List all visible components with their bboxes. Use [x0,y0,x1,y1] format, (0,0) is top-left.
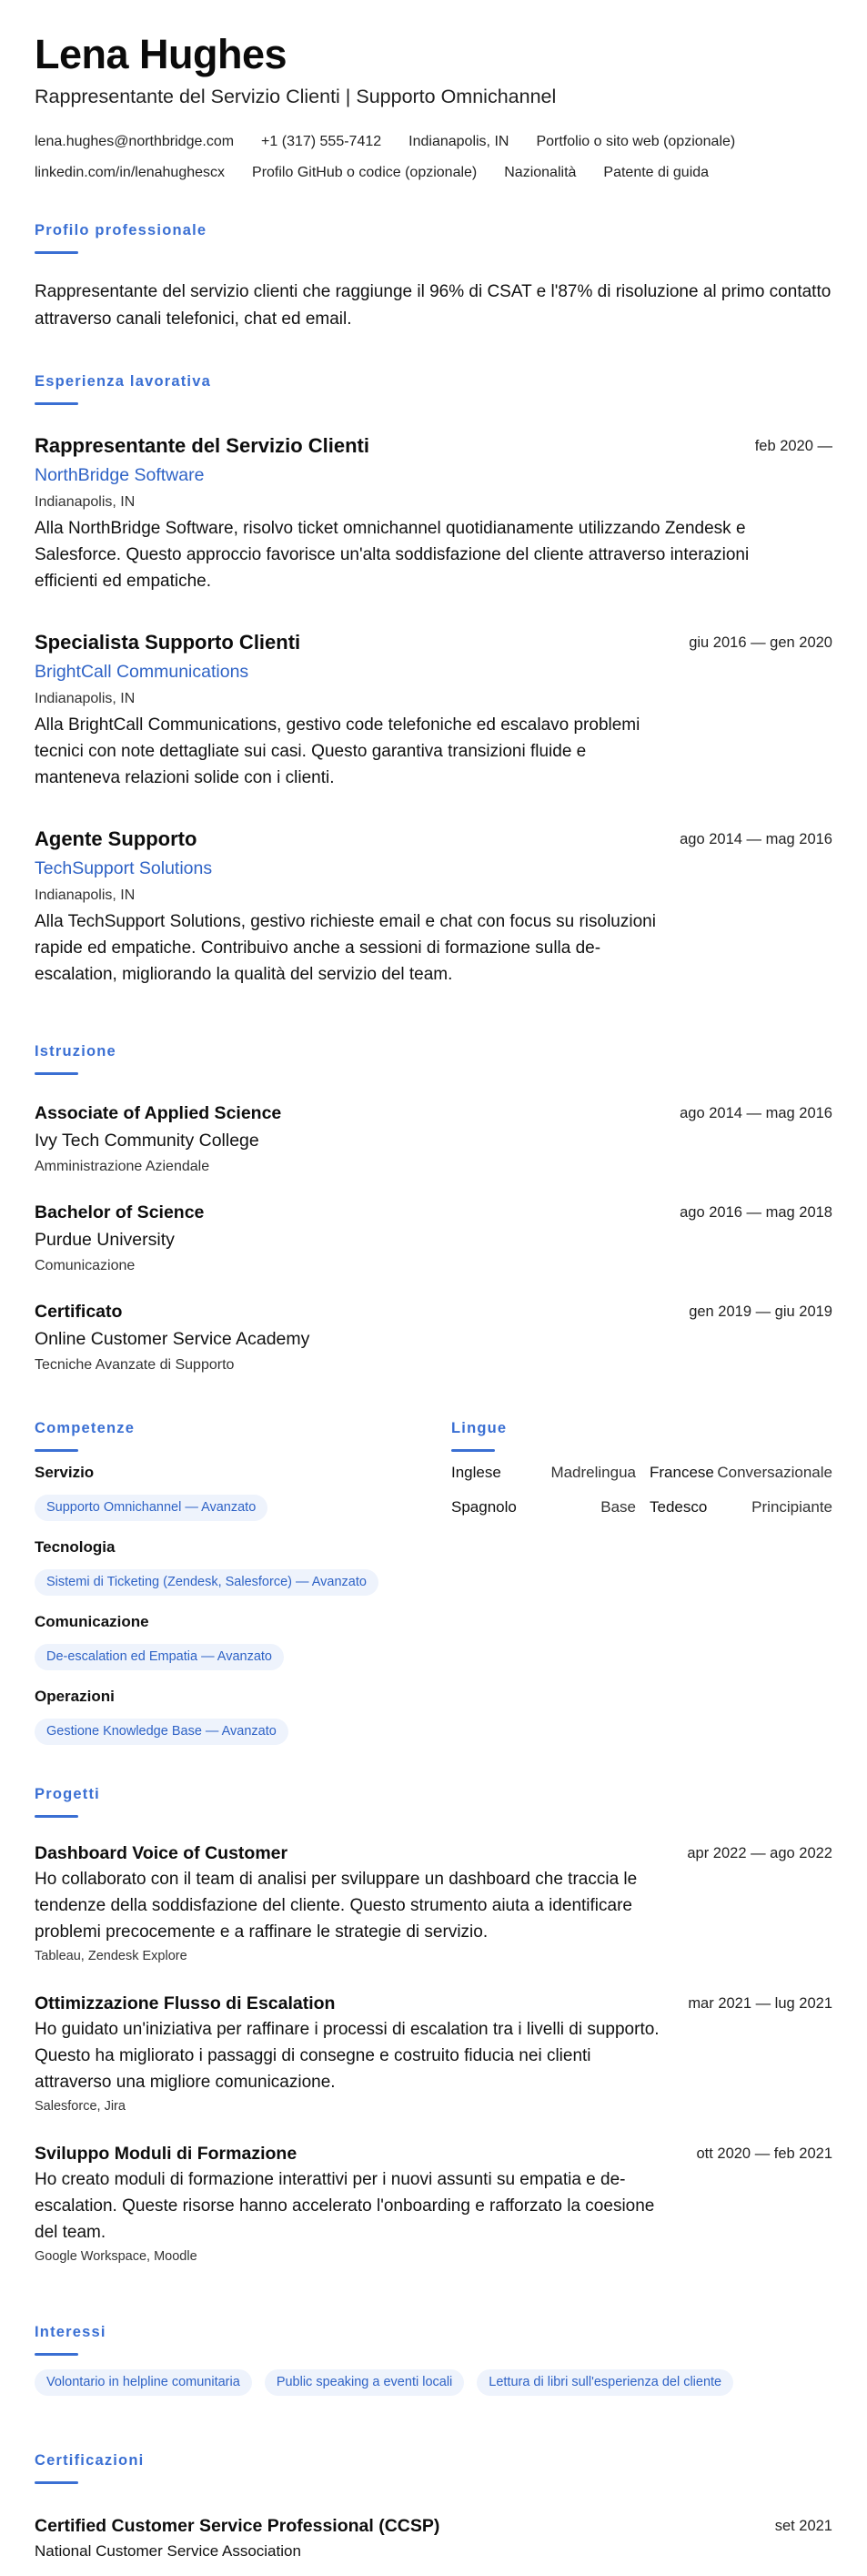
certification-name: Certified Customer Service Professional (CCSP) [35,2516,440,2536]
education-degree: Certificato [35,1302,123,1322]
section-title-projects: Progetti [35,1786,100,1802]
education-degree: Associate of Applied Science [35,1103,282,1123]
education-item [35,1298,832,1378]
project-tools: Google Workspace, Moodle [35,2249,197,2264]
education-school: Ivy Tech Community College [35,1131,259,1151]
section-title-profile: Profilo professionale [35,222,207,238]
project-tools: Salesforce, Jira [35,2099,126,2114]
project-tools: Tableau, Zendesk Explore [35,1949,187,1963]
skill-category: Operazioni [35,1688,115,1705]
section-title-languages: Lingue [451,1420,508,1436]
interest-chip: Lettura di libri sull'esperienza del cliente [477,2369,733,2396]
job-company: NorthBridge Software [35,465,205,485]
experience-item [35,431,832,594]
contact-driving-license: Patente di guida [603,165,710,180]
education-item [35,1199,832,1279]
education-degree: Bachelor of Science [35,1202,205,1222]
education-date: ago 2014 — mag 2016 [680,1105,832,1121]
skill-category: Tecnologia [35,1538,116,1556]
education-field: Tecniche Avanzate di Supporto [35,1357,235,1373]
job-location: Indianapolis, IN [35,494,136,510]
language-level: Madrelingua [550,1464,636,1481]
contact-phone[interactable]: +1 (317) 555-7412 [261,134,382,149]
interests-list [35,2369,733,2396]
skill-chip: De-escalation ed Empatia — Avanzato [35,1644,284,1670]
job-date: giu 2016 — gen 2020 [689,634,832,651]
interest-chip: Volontario in helpline comunitaria [35,2369,252,2396]
skill-chip: Supporto Omnichannel — Avanzato [35,1495,267,1521]
skill-chip: Gestione Knowledge Base — Avanzato [35,1719,288,1745]
job-date: feb 2020 — [754,438,832,454]
education-item [35,1100,832,1180]
project-description: Ho collaborato con il team di analisi per sviluppare un dashboard che traccia le tendenze della soddisfazione del cliente. Questo strumento aiuta a identificare problemi precocemente e a raffinare le strategie di servizio. [35,1870,638,1942]
section-title-experience: Esperienza lavorativa [35,373,211,390]
project-item [35,2141,832,2267]
project-item [35,1841,832,1967]
job-date: ago 2014 — mag 2016 [680,831,832,847]
job-location: Indianapolis, IN [35,691,136,706]
project-date: ott 2020 — feb 2021 [696,2145,832,2162]
section-title-interests: Interessi [35,2324,106,2340]
project-name: Dashboard Voice of Customer [35,1843,288,1863]
project-description: Ho creato moduli di formazione interattivi per i nuovi assunti su empatia e de-escalation. Queste risorse hanno accelerato l'onboarding e rafforzato la coesione del team. [35,2170,655,2242]
education-school: Online Customer Service Academy [35,1329,310,1349]
language-name: Francese [650,1464,714,1481]
contact-location: Indianapolis, IN [408,134,509,149]
job-description: Alla NorthBridge Software, risolvo ticket omnichannel quotidianamente utilizzando Zendesk e Salesforce. Questo approccio favorisce un'alta soddisfazione del cliente attraverso interazioni efficienti ed empatiche. [35,519,750,591]
experience-item [35,628,832,791]
project-name: Sviluppo Moduli di Formazione [35,2144,297,2164]
education-field: Comunicazione [35,1258,136,1273]
section-title-certifications: Certificazioni [35,2452,145,2469]
language-name: Inglese [451,1464,501,1481]
project-name: Ottimizzazione Flusso di Escalation [35,1993,336,2013]
section-title-education: Istruzione [35,1043,116,1060]
contact-github[interactable]: Profilo GitHub o codice (opzionale) [252,165,478,180]
language-name: Spagnolo [451,1498,517,1516]
contact-linkedin[interactable]: linkedin.com/in/lenahughescx [35,165,226,180]
language-level: Conversazionale [717,1464,832,1481]
section-title-skills: Competenze [35,1420,136,1436]
job-description: Alla BrightCall Communications, gestivo code telefoniche ed escalavo problemi tecnici con note dettagliate sui casi. Questo garantiva transizioni fluide e manteneva relazioni solide con i clienti. [35,715,640,787]
candidate-headline: Rappresentante del Servizio Clienti | Supporto Omnichannel [35,86,557,107]
interest-chip: Public speaking a eventi locali [265,2369,464,2396]
education-date: ago 2016 — mag 2018 [680,1204,832,1221]
experience-item [35,825,832,988]
job-company: BrightCall Communications [35,662,249,682]
certification-issuer: National Customer Service Association [35,2542,301,2560]
profile-summary: Rappresentante del servizio clienti che raggiunge il 96% di CSAT e l'87% di risoluzione al primo contatto attraverso canali telefonici, chat ed email. [35,282,832,329]
language-level: Principiante [751,1498,832,1516]
contact-row-1 [35,134,735,150]
job-description: Alla TechSupport Solutions, gestivo richieste email e chat con focus su risoluzioni rapide ed empatiche. Contribuivo anche a sessioni di formazione sulla de-escalation, migliorando la qualità del servizio del team. [35,912,656,984]
job-title: Rappresentante del Servizio Clienti [35,434,369,457]
skill-chip: Sistemi di Ticketing (Zendesk, Salesforce) — Avanzato [35,1569,378,1596]
language-name: Tedesco [650,1498,708,1516]
project-description: Ho guidato un'iniziativa per raffinare i processi di escalation tra i livelli di supporto. Questo ha migliorato i passaggi di consegne e costruito fiducia nei clienti attraverso una migliore comunicazione. [35,2020,660,2092]
candidate-name: Lena Hughes [35,31,287,77]
job-title: Specialista Supporto Clienti [35,631,301,654]
project-date: apr 2022 — ago 2022 [687,1845,832,1861]
education-date: gen 2019 — giu 2019 [689,1303,832,1320]
project-item [35,1991,832,2117]
job-title: Agente Supporto [35,827,197,850]
skill-category: Comunicazione [35,1613,149,1630]
certification-date: set 2021 [774,2518,832,2534]
contact-email[interactable]: lena.hughes@northbridge.com [35,134,235,149]
certification-item [35,2512,832,2563]
language-level: Base [600,1498,636,1516]
job-location: Indianapolis, IN [35,887,136,903]
contact-row-2 [35,165,709,181]
education-field: Amministrazione Aziendale [35,1159,210,1174]
project-date: mar 2021 — lug 2021 [688,1995,832,2012]
education-school: Purdue University [35,1230,175,1250]
contact-nationality: Nazionalità [504,165,577,180]
skill-category: Servizio [35,1464,95,1481]
contact-portfolio[interactable]: Portfolio o sito web (opzionale) [536,134,736,149]
job-company: TechSupport Solutions [35,858,213,878]
